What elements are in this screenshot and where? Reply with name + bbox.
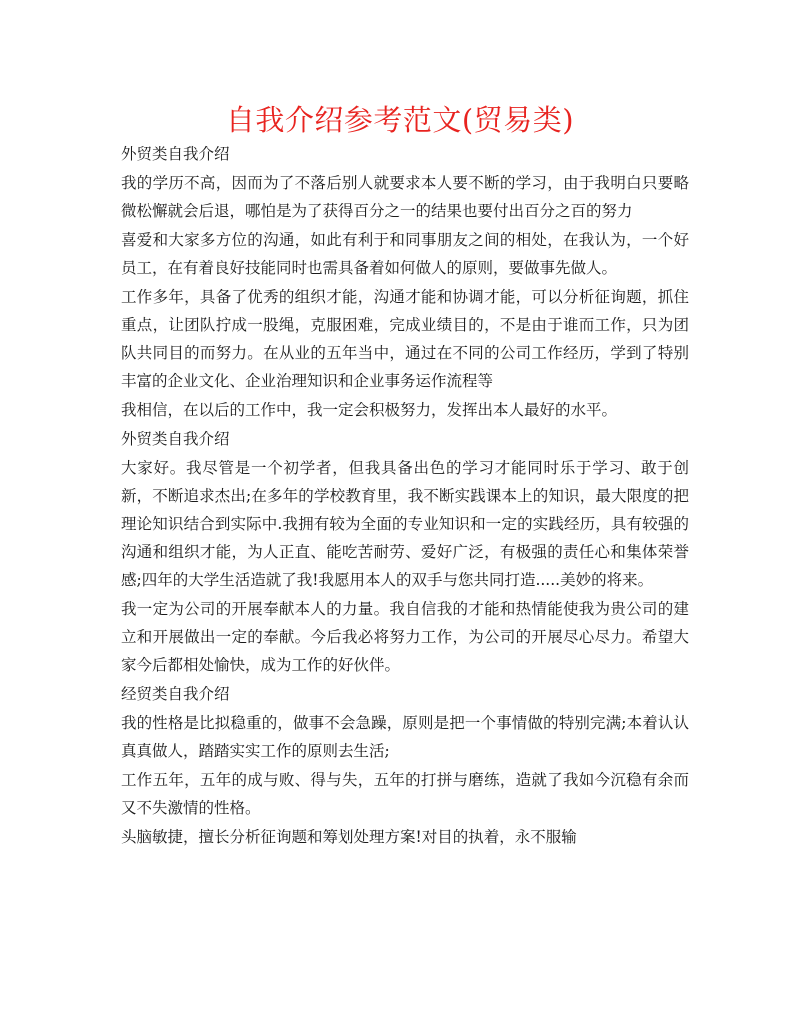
paragraph-work-experience: 工作多年，具备了优秀的组织才能，沟通才能和协调才能，可以分析征询题，抓住重点，让团队拧成一股绳，克服困难，完成业绩目的，不是由于谁而工作，只为团队共同目的而努力。在从业的五年当中，通过在不同的公司工作经历，学到了特别丰富的企业文化、企业治理知识和企业事务运作流程等 [121, 288, 689, 390]
paragraph-contribution: 我一定为公司的开展奉献本人的力量。我自信我的才能和热情能使我为贵公司的建立和开展做出一定的奉献。今后我必将努力工作，为公司的开展尽心尽力。希望大家今后都相处愉快，成为工作的好伙伴。 [121, 600, 689, 674]
document-title: 自我介绍参考范文(贸易类) [225, 103, 575, 137]
paragraph-five-years: 工作五年，五年的成与败、得与失，五年的打拼与磨练，造就了我如今沉稳有余而又不失激情的性格。 [121, 771, 689, 817]
paragraph-personality: 我的性格是比拟稳重的，做事不会急躁，原则是把一个事情做的特别完满;本着认认真真做人，踏踏实实工作的原则去生活; [121, 714, 689, 760]
section-heading-foreign-trade-1: 外贸类自我介绍 [121, 145, 230, 163]
paragraph-greeting: 大家好。我尽管是一个初学者，但我具备出色的学习才能同时乐于学习、敢于创新，不断追求杰出;在多年的学校教育里，我不断实践课本上的知识，最大限度的把理论知识结合到实际中.我拥有较为全面的专业知识和一定的实践经历，具有较强的沟通和组织才能，为人正直、能吃苦耐劳、爱好广泛，有极强的责任心和集体荣誉感;四年的大学生活造就了我!我愿用本人的双手与您共同打造.....美妙的将来。 [121, 459, 689, 589]
section-heading-foreign-trade-2: 外贸类自我介绍 [121, 430, 230, 448]
paragraph-quick-thinking: 头脑敏捷，擅长分析征询题和筹划处理方案!对目的执着，永不服输 [121, 828, 577, 846]
document-body [121, 140, 689, 852]
paragraph-belief: 我相信，在以后的工作中，我一定会积极努力，发挥出本人最好的水平。 [121, 401, 618, 419]
paragraph-education: 我的学历不高，因而为了不落后别人就要求本人要不断的学习，由于我明白只要略微松懈就会后退，哪怕是为了获得百分之一的结果也要付出百分之百的努力 [121, 174, 689, 220]
paragraph-communication: 喜爱和大家多方位的沟通，如此有利于和同事朋友之间的相处，在我认为，一个好员工，在有着良好技能同时也需具备着如何做人的原则，要做事先做人。 [121, 231, 689, 277]
section-heading-economic-trade: 经贸类自我介绍 [121, 685, 230, 703]
